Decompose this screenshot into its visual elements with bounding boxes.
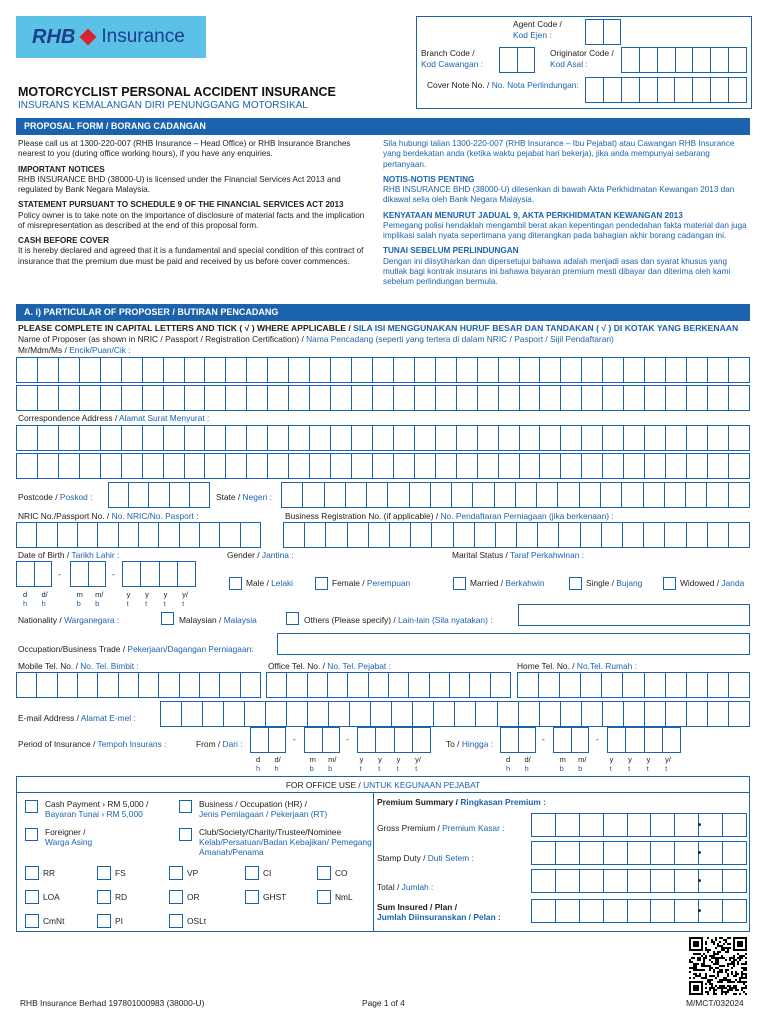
others-checkbox[interactable] bbox=[286, 612, 299, 625]
club-checkbox[interactable] bbox=[179, 828, 192, 841]
notices-heading: IMPORTANT NOTICES bbox=[18, 164, 105, 174]
cash-payment-checkbox[interactable] bbox=[25, 800, 38, 813]
branch-code-label: Branch Code / bbox=[421, 48, 475, 58]
code-checkbox-pi[interactable] bbox=[97, 914, 111, 928]
date-legend-top: m/ bbox=[95, 590, 104, 599]
branch-code-label-ms: Kod Cawangan : bbox=[421, 59, 483, 69]
cash-text: It is hereby declared and agreed that it is a fundamental and special condition of this contract of insurance that the premium due must be paid and received by us before cover commences. bbox=[18, 246, 364, 266]
date-separator: - bbox=[112, 569, 115, 579]
call-text-ms: Sila hubungi talian 1300-220-007 (RHB Insurance – Ibu Pejabat) atau Cawangan RHB Insurance yang berdekatan anda (ketika waktu pejabat hari bekerja), jika anda mempunyai sebarang pertanyaan. bbox=[383, 139, 735, 169]
date-legend-top: y bbox=[609, 755, 614, 764]
branch-code-field[interactable] bbox=[499, 47, 535, 73]
mobile-label: Mobile Tel. No. / No. Tel. Bimbit : bbox=[18, 661, 139, 671]
date-legend-top: d/ bbox=[274, 755, 281, 764]
date-legend-bottom: t bbox=[182, 599, 185, 608]
form-subtitle: INSURANS KEMALANGAN DIRI PENUNGGANG MOTORSIKAL bbox=[18, 100, 308, 111]
statement-heading-ms: KENYATAAN MENURUT JADUAL 9, AKTA PERKHIDMATAN KEWANGAN 2013 bbox=[383, 210, 683, 220]
footer-code: M/MCT/032024 bbox=[686, 998, 744, 1008]
code-checkbox-loa[interactable] bbox=[25, 890, 39, 904]
code-label-loa: LOA bbox=[43, 892, 60, 902]
date-legend-bottom: t bbox=[126, 599, 129, 608]
to-year-field[interactable] bbox=[607, 727, 681, 753]
form-title: MOTORCYCLIST PERSONAL ACCIDENT INSURANCE bbox=[18, 85, 336, 99]
date-legend-bottom: t bbox=[415, 764, 418, 773]
married-label: Married / Berkahwin bbox=[470, 578, 545, 588]
statement-text: Policy owner is to take note on the importance of disclosure of material facts and the implication of misrepresentation as described at the end of this proposal form. bbox=[18, 210, 365, 230]
qr-code-icon bbox=[689, 937, 747, 995]
to-day-field[interactable] bbox=[500, 727, 536, 753]
gross-premium-label: Gross Premium / Premium Kasar : bbox=[377, 823, 505, 833]
date-separator: - bbox=[596, 734, 599, 744]
title-label: Mr/Mdm/Ms / Encik/Puan/Cik : bbox=[18, 345, 131, 355]
date-legend-top: d/ bbox=[524, 755, 531, 764]
notices-text: RHB INSURANCE BHD (38000-U) is licensed under the Financial Services Act 2013 and regulated by Bank Negara Malaysia. bbox=[18, 174, 341, 194]
others-label: Others (Please specify) / Lain-lain (Sila nyatakan) : bbox=[304, 615, 493, 625]
email-field[interactable] bbox=[160, 701, 750, 727]
dob-month-field[interactable] bbox=[70, 561, 106, 587]
date-legend-top: d bbox=[23, 590, 28, 599]
cash-heading-ms: TUNAI SEBELUM PERLINDUNGAN bbox=[383, 246, 519, 256]
footer-company: RHB Insurance Berhad 197801000983 (38000-U) bbox=[20, 998, 205, 1008]
premium-summary-label: Premium Summary / Ringkasan Premium : bbox=[377, 797, 546, 807]
date-legend-top: d bbox=[256, 755, 261, 764]
date-legend-bottom: b bbox=[76, 599, 81, 608]
address-field-row-2[interactable] bbox=[16, 453, 750, 479]
code-label-fs: FS bbox=[115, 868, 126, 878]
date-legend-top: y bbox=[628, 755, 632, 764]
code-label-rd: RD bbox=[115, 892, 128, 902]
total-label: Total / Jumlah : bbox=[377, 882, 434, 892]
date-legend-bottom: b bbox=[328, 764, 333, 773]
date-legend-top: y bbox=[646, 755, 651, 764]
amount-field-1[interactable]: • bbox=[531, 841, 747, 865]
date-separator: - bbox=[293, 734, 296, 744]
date-legend-top: m bbox=[76, 590, 83, 599]
date-legend-top: y bbox=[378, 755, 382, 764]
code-checkbox-rd[interactable] bbox=[97, 890, 111, 904]
notices-text-ms: RHB INSURANCE BHD (38000-U) dilesenkan di bawah Akta Perkhidmatan Kewangan 2013 dan dikawal selia oleh Bank Negara Malaysia. bbox=[383, 185, 735, 205]
gender-label: Gender / Jantina : bbox=[227, 550, 294, 560]
intro-malay bbox=[383, 139, 748, 287]
originator-code-field[interactable] bbox=[621, 47, 747, 73]
cover-note-label: Cover Note No. / No. Nota Perlindungan: bbox=[427, 80, 579, 90]
code-label-co: CO bbox=[335, 868, 348, 878]
malaysian-label: Malaysian / Malaysia bbox=[179, 615, 257, 625]
code-label-rr: RR bbox=[43, 868, 56, 878]
occupation-field[interactable] bbox=[277, 633, 750, 655]
date-legend-bottom: t bbox=[609, 764, 612, 773]
brn-label: Business Registration No. (if applicable) / No. Pendaftaran Perniagaan (jika berkenaan) : bbox=[285, 511, 614, 521]
date-legend-top: y bbox=[145, 590, 149, 599]
date-legend-bottom: t bbox=[646, 764, 649, 773]
nric-field[interactable] bbox=[16, 522, 261, 548]
date-legend-bottom: h bbox=[41, 599, 46, 608]
date-legend-top: y/ bbox=[665, 755, 671, 764]
period-label: Period of Insurance / Tempoh Insurans : bbox=[18, 739, 167, 749]
cash-heading: CASH BEFORE COVER bbox=[18, 236, 109, 245]
code-checkbox-oslt[interactable] bbox=[169, 914, 183, 928]
date-legend-bottom: b bbox=[578, 764, 583, 773]
code-checkbox-vp[interactable] bbox=[169, 866, 183, 880]
call-text: Please call us at 1300-220-007 (RHB Insurance – Head Office) or RHB Insurance Branches nearest to you (during office working hours), if you have any enquiries. bbox=[18, 139, 351, 159]
address-field-row-1[interactable] bbox=[16, 425, 750, 451]
dob-year-field[interactable] bbox=[122, 561, 196, 587]
office-divider bbox=[373, 793, 374, 931]
date-legend-bottom: h bbox=[524, 764, 529, 773]
footer-page: Page 1 of 4 bbox=[362, 998, 405, 1008]
nric-label: NRIC No./Passport No. / No. NRIC/No. Pasport : bbox=[18, 511, 199, 521]
intro-english bbox=[18, 139, 373, 267]
code-label-oslt: OSLt bbox=[187, 916, 207, 926]
name-label: Name of Proposer (as shown in NRIC / Passport / Registration Certification) / Nama Pencadang (seperti yang tertera di dalam NRIC / Pasport / Sijil Pendaftaran) bbox=[18, 334, 614, 344]
brn-field[interactable] bbox=[283, 522, 750, 548]
from-year-field[interactable] bbox=[357, 727, 431, 753]
dob-label: Date of Birth / Tarikh Lahir : bbox=[18, 550, 120, 560]
female-label: Female / Perempuan bbox=[332, 578, 411, 588]
logo-brand: RHB bbox=[32, 26, 76, 48]
date-legend-bottom: b bbox=[559, 764, 564, 773]
code-label-cmnt: CmNt bbox=[43, 916, 65, 926]
date-legend-bottom: t bbox=[665, 764, 668, 773]
widowed-label: Widowed / Janda bbox=[680, 578, 745, 588]
code-checkbox-rr[interactable] bbox=[25, 866, 39, 880]
single-checkbox[interactable] bbox=[569, 577, 582, 590]
rhb-insurance-logo bbox=[16, 16, 206, 58]
diamond-icon bbox=[80, 29, 97, 46]
business-label: Business / Occupation (HR) / Jenis Perniagaan / Pekerjaan (RT) bbox=[199, 799, 328, 820]
date-legend-bottom: t bbox=[396, 764, 399, 773]
from-label: From / Dari : bbox=[196, 739, 243, 749]
date-legend-bottom: t bbox=[359, 764, 362, 773]
date-legend-top: m bbox=[309, 755, 316, 764]
occupation-label: Occupation/Business Trade / Pekerjaan/Dagangan Perniagaan: bbox=[18, 644, 254, 654]
office-tel-label: Office Tel. No. / No. Tel. Pejabat : bbox=[268, 661, 391, 671]
date-separator: - bbox=[346, 734, 349, 744]
club-label: Club/Society/Charity/Trustee/Nominee Kelab/Persatuan/Badan Kebajikan/ Pemegang Amanah/Penama bbox=[199, 827, 372, 858]
instructions: PLEASE COMPLETE IN CAPITAL LETTERS AND TICK ( √ ) WHERE APPLICABLE / SILA ISI MENGGUNAKAN HURUF BESAR DAN TANDAKAN ( √ ) DI KOTAK YANG BERKENAAN bbox=[18, 323, 739, 333]
code-label-ci: CI bbox=[263, 868, 272, 878]
date-separator: - bbox=[542, 734, 545, 744]
name-field-row-2[interactable] bbox=[16, 385, 750, 411]
agent-info-box bbox=[416, 16, 752, 109]
date-legend-bottom: h bbox=[274, 764, 279, 773]
notices-heading-ms: NOTIS-NOTIS PENTING bbox=[383, 174, 475, 184]
date-legend-top: y bbox=[126, 590, 131, 599]
statement-heading: STATEMENT PURSUANT TO SCHEDULE 9 OF THE FINANCIAL SERVICES ACT 2013 bbox=[18, 200, 344, 210]
date-legend-bottom: b bbox=[95, 599, 100, 608]
nationality-label: Nationality / Warganegara : bbox=[18, 615, 120, 625]
married-checkbox[interactable] bbox=[453, 577, 466, 590]
agent-code-field[interactable] bbox=[585, 19, 621, 45]
code-checkbox-fs[interactable] bbox=[97, 866, 111, 880]
date-legend-bottom: h bbox=[23, 599, 28, 608]
date-legend-top: y bbox=[359, 755, 364, 764]
office-tel-field[interactable] bbox=[266, 672, 511, 698]
code-checkbox-nml[interactable] bbox=[317, 890, 331, 904]
amount-field-2[interactable]: • bbox=[531, 869, 747, 893]
amount-field-0[interactable]: • bbox=[531, 813, 747, 837]
from-month-field[interactable] bbox=[304, 727, 340, 753]
stamp-duty-label: Stamp Duty / Duti Setem : bbox=[377, 853, 474, 863]
date-legend-top: y bbox=[396, 755, 401, 764]
male-checkbox[interactable] bbox=[229, 577, 242, 590]
originator-code-label-ms: Kod Asal : bbox=[550, 59, 588, 69]
dob-day-field[interactable] bbox=[16, 561, 52, 587]
date-legend-top: y bbox=[163, 590, 168, 599]
code-label-vp: VP bbox=[187, 868, 199, 878]
code-checkbox-ghst[interactable] bbox=[245, 890, 259, 904]
malaysian-checkbox[interactable] bbox=[161, 612, 174, 625]
proposal-bar: PROPOSAL FORM / BORANG CADANGAN bbox=[16, 118, 750, 135]
date-legend-top: m/ bbox=[578, 755, 587, 764]
business-checkbox[interactable] bbox=[179, 800, 192, 813]
female-checkbox[interactable] bbox=[315, 577, 328, 590]
date-legend-bottom: t bbox=[163, 599, 166, 608]
code-label-nml: NmL bbox=[335, 892, 353, 902]
date-legend-top: y/ bbox=[182, 590, 188, 599]
sum-insured-label: Sum Insured / Plan / Jumlah Diinsuranskan / Pelan : bbox=[377, 902, 501, 923]
office-use-header: FOR OFFICE USE / UNTUK KEGUNAAN PEJABAT bbox=[17, 777, 749, 793]
code-label-or: OR bbox=[187, 892, 200, 902]
date-legend-bottom: t bbox=[145, 599, 148, 608]
date-legend-bottom: b bbox=[309, 764, 314, 773]
agent-code-label-ms: Kod Ejen : bbox=[513, 30, 552, 40]
name-field-row-1[interactable] bbox=[16, 357, 750, 383]
home-tel-field[interactable] bbox=[517, 672, 750, 698]
postcode-label: Postcode / Poskod : bbox=[18, 492, 93, 502]
others-field[interactable] bbox=[518, 604, 750, 626]
to-month-field[interactable] bbox=[553, 727, 589, 753]
code-checkbox-cmnt[interactable] bbox=[25, 914, 39, 928]
date-legend-top: y/ bbox=[415, 755, 421, 764]
date-legend-top: m/ bbox=[328, 755, 337, 764]
date-legend-bottom: t bbox=[628, 764, 631, 773]
home-tel-label: Home Tel. No. / No.Tel. Rumah : bbox=[517, 661, 637, 671]
date-legend-bottom: h bbox=[256, 764, 261, 773]
code-checkbox-co[interactable] bbox=[317, 866, 331, 880]
state-field[interactable] bbox=[281, 482, 750, 508]
date-legend-top: m bbox=[559, 755, 566, 764]
single-label: Single / Bujang bbox=[586, 578, 643, 588]
foreigner-checkbox[interactable] bbox=[25, 828, 38, 841]
date-legend-bottom: h bbox=[506, 764, 511, 773]
date-legend-top: d bbox=[506, 755, 511, 764]
from-day-field[interactable] bbox=[250, 727, 286, 753]
mobile-field[interactable] bbox=[16, 672, 261, 698]
cash-text-ms: Dengan ini diisytiharkan dan dipersetujui bahawa adalah menjadi asas dan syarat khusus yang mutlak bagi kontrak insurans ini bahawa bayaran premium mesti dibayar dan diterima oleh kami sebelum perlindungan bermula. bbox=[383, 256, 731, 286]
code-checkbox-ci[interactable] bbox=[245, 866, 259, 880]
postcode-field[interactable] bbox=[108, 482, 210, 508]
code-label-pi: PI bbox=[115, 916, 123, 926]
originator-code-label: Originator Code / bbox=[550, 48, 614, 58]
date-separator: - bbox=[58, 569, 61, 579]
amount-field-3[interactable]: • bbox=[531, 899, 747, 923]
code-label-ghst: GHST bbox=[263, 892, 287, 902]
code-checkbox-or[interactable] bbox=[169, 890, 183, 904]
cash-payment-label: Cash Payment › RM 5,000 / Bayaran Tunai › RM 5,000 bbox=[45, 799, 149, 820]
date-legend-top: d/ bbox=[41, 590, 48, 599]
office-use-box bbox=[16, 776, 750, 932]
logo-name: Insurance bbox=[101, 25, 185, 47]
statement-text-ms: Pemegang polisi hendaklah mengambil berat akan kepentingan pendedahan fakta material dan juga implikasi salah nyata sepertimana yang diterangkan pada bahagian akhir borang cadangan ini. bbox=[383, 220, 747, 240]
male-label: Male / Lelaki bbox=[246, 578, 294, 588]
cover-note-field[interactable] bbox=[585, 77, 747, 103]
to-label: To / Hingga : bbox=[446, 739, 494, 749]
agent-code-label: Agent Code / bbox=[513, 19, 562, 29]
email-label: E-mail Address / Alamat E-mel : bbox=[18, 713, 136, 723]
foreigner-label: Foreigner / Warga Asing bbox=[45, 827, 93, 848]
date-legend-bottom: t bbox=[378, 764, 381, 773]
address-label: Correspondence Address / Alamat Surat Menyurat : bbox=[18, 413, 210, 423]
marital-label: Marital Status / Taraf Perkahwinan : bbox=[452, 550, 585, 560]
widowed-checkbox[interactable] bbox=[663, 577, 676, 590]
state-label: State / Negeri : bbox=[216, 492, 272, 502]
section-a-bar: A. i) PARTICULAR OF PROPOSER / BUTIRAN PENCADANG bbox=[16, 304, 750, 321]
